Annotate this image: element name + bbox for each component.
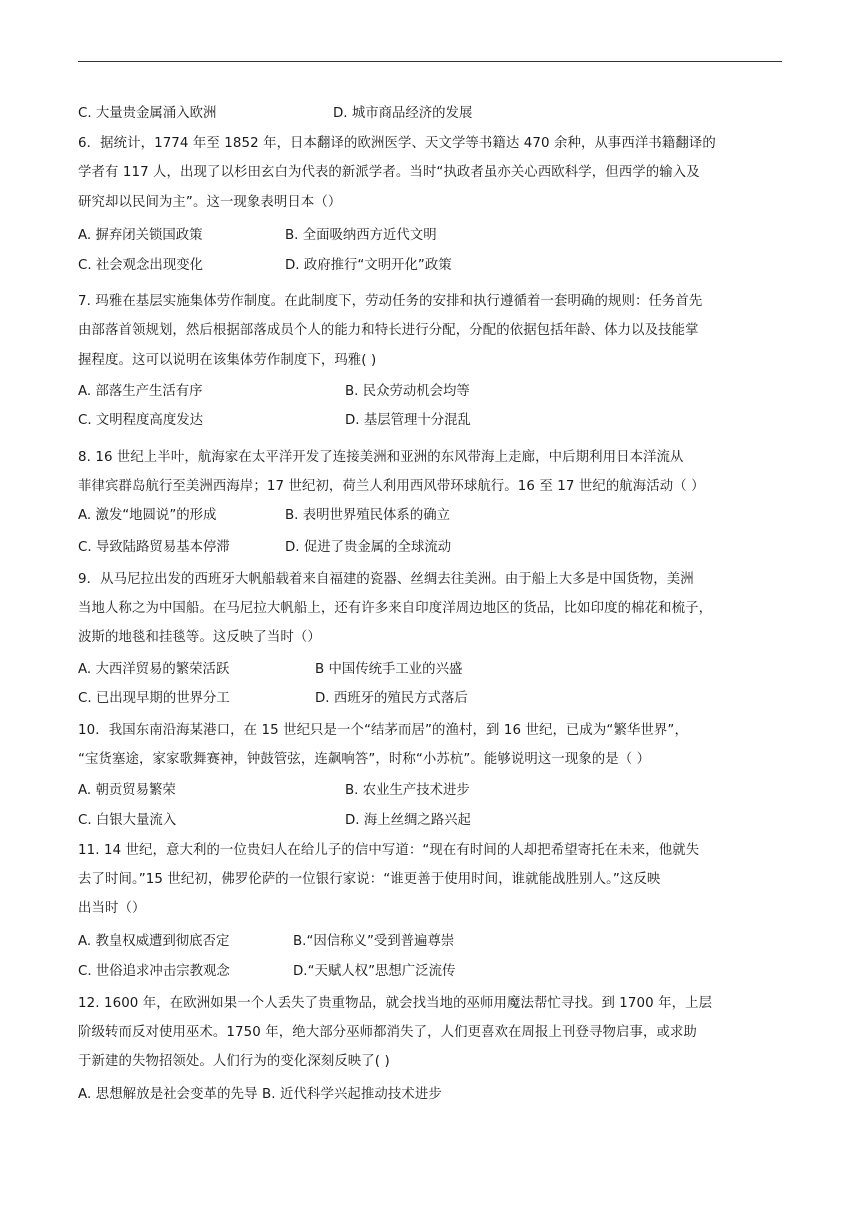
option-a: A. 朝贡贸易繁荣 <box>78 783 176 798</box>
q11-line-2: 去了时间。”15 世纪初，佛罗伦萨的一位银行家说：“谁更善于使用时间，谁就能战胜别人。”这反映 <box>78 872 661 887</box>
q9-options-cd <box>78 690 782 708</box>
option-d: D. 基层管理十分混乱 <box>345 413 471 428</box>
option-a: A. 部落生产生活有序 <box>78 384 203 399</box>
option-b: B. 民众劳动机会均等 <box>345 384 470 399</box>
option-d: D.“天赋人权”思想广泛流传 <box>293 964 456 979</box>
q11-line-1: 11. 14 世纪，意大利的一位贵妇人在给儿子的信中写道：“现在有时间的人却把希望寄托在未来，他就失 <box>78 843 700 858</box>
q7-line-1: 7. 玛雅在基层实施集体劳作制度。在此制度下，劳动任务的安排和执行遵循着一套明确的规则：任务首先 <box>78 294 703 309</box>
q9-options-ab <box>78 661 782 679</box>
q11-line-3: 出当时（） <box>78 901 146 916</box>
q6-line-3: 研究却以民间为主”。这一现象表明日本（） <box>78 195 342 210</box>
q12-options-ab: A. 思想解放是社会变革的先导 B. 近代科学兴起推动技术进步 <box>78 1087 442 1102</box>
q6-options-cd <box>78 257 782 275</box>
q11-options-cd <box>78 963 782 981</box>
q8-options-cd <box>78 539 782 557</box>
option-a: A. 摒弃闭关锁国政策 <box>78 228 203 243</box>
q8-line-1: 8. 16 世纪上半叶，航海家在太平洋开发了连接美洲和亚洲的东风带海上走廊，中后期利用日本洋流从 <box>78 450 684 465</box>
option-a: A. 激发“地圆说”的形成 <box>78 508 217 523</box>
q7-options-ab <box>78 383 782 401</box>
option-d: D. 城市商品经济的发展 <box>333 106 473 121</box>
q12-line-3: 于新建的失物招领处。人们行为的变化深刻反映了( ) <box>78 1054 390 1069</box>
q9-line-2: 当地人称之为中国船。在马尼拉大帆船上，还有许多来自印度洋周边地区的货品，比如印度的棉花和梳子， <box>78 601 713 616</box>
option-d: D. 海上丝绸之路兴起 <box>345 813 471 828</box>
option-b: B. 表明世界殖民体系的确立 <box>285 508 450 523</box>
q7-line-3: 握程度。这可以说明在该集体劳作制度下，玛雅( ) <box>78 353 377 368</box>
q6-line-1: 6．据统计，1774 年至 1852 年，日本翻译的欧洲医学、天文学等书籍达 470 余种，从事西洋书籍翻译的 <box>78 136 716 151</box>
option-b: B.“因信称义”受到普遍尊崇 <box>293 934 455 949</box>
q6-options-ab <box>78 227 782 245</box>
q9-line-1: 9．从马尼拉出发的西班牙大帆船载着来自福建的瓷器、丝绸去往美洲。由于船上大多是中国货物，美洲 <box>78 572 694 587</box>
option-c: C. 文明程度高度发达 <box>78 413 203 428</box>
option-c: C. 社会观念出现变化 <box>78 258 203 273</box>
option-b: B. 农业生产技术进步 <box>345 783 470 798</box>
q9-line-3: 波斯的地毯和挂毯等。这反映了当时（） <box>78 630 321 645</box>
q10-line-2: “宝货塞途，家家歌舞赛神，钟鼓管弦，连飙响答”，时称“小苏杭”。能够说明这一现象的是（ ） <box>78 752 651 767</box>
option-c: C. 导致陆路贸易基本停滞 <box>78 540 230 555</box>
q10-options-cd <box>78 812 782 830</box>
option-b: B. 全面吸纳西方近代文明 <box>285 228 437 243</box>
q7-options-cd <box>78 412 782 430</box>
option-d: D. 西班牙的殖民方式落后 <box>315 691 468 706</box>
q11-options-ab <box>78 933 782 951</box>
option-d: D. 政府推行“文明开化”政策 <box>285 258 452 273</box>
q12-line-2: 阶级转而反对使用巫术。1750 年，绝大部分巫师都消失了，人们更喜欢在周报上刊登寻物启事，或求助 <box>78 1025 697 1040</box>
option-c: C. 已出现早期的世界分工 <box>78 691 230 706</box>
option-a: A. 教皇权威遭到彻底否定 <box>78 934 230 949</box>
q12-line-1: 12. 1600 年，在欧洲如果一个人丢失了贵重物品，就会找当地的巫师用魔法帮忙寻找。到 1700 年，上层 <box>78 996 713 1011</box>
q5-options-cd <box>78 105 782 123</box>
option-c: C. 大量贵金属涌入欧洲 <box>78 106 217 121</box>
option-a: A. 大西洋贸易的繁荣活跃 <box>78 662 230 677</box>
q10-options-ab <box>78 782 782 800</box>
option-b: B 中国传统手工业的兴盛 <box>315 662 463 677</box>
option-c: C. 白银大量流入 <box>78 813 177 828</box>
q7-line-2: 由部落首领规划，然后根据部落成员个人的能力和特长进行分配，分配的依据包括年龄、体力以及技能掌 <box>78 323 699 338</box>
header-rule <box>78 61 782 62</box>
q6-line-2: 学者有 117 人，出现了以杉田玄白为代表的新派学者。当时“执政者虽亦关心西欧科学，但西学的输入及 <box>78 165 700 180</box>
option-c: C. 世俗追求冲击宗教观念 <box>78 964 230 979</box>
option-d: D. 促进了贵金属的全球流动 <box>285 540 452 555</box>
q8-line-2: 菲律宾群岛航行至美洲西海岸；17 世纪初，荷兰人利用西风带环球航行。16 至 17 世纪的航海活动（ ） <box>78 479 705 494</box>
q10-line-1: 10．我国东南沿海某港口，在 15 世纪只是一个“结茅而居”的渔村，到 16 世纪，已成为“繁华世界”， <box>78 723 688 738</box>
q8-options-ab <box>78 507 782 525</box>
